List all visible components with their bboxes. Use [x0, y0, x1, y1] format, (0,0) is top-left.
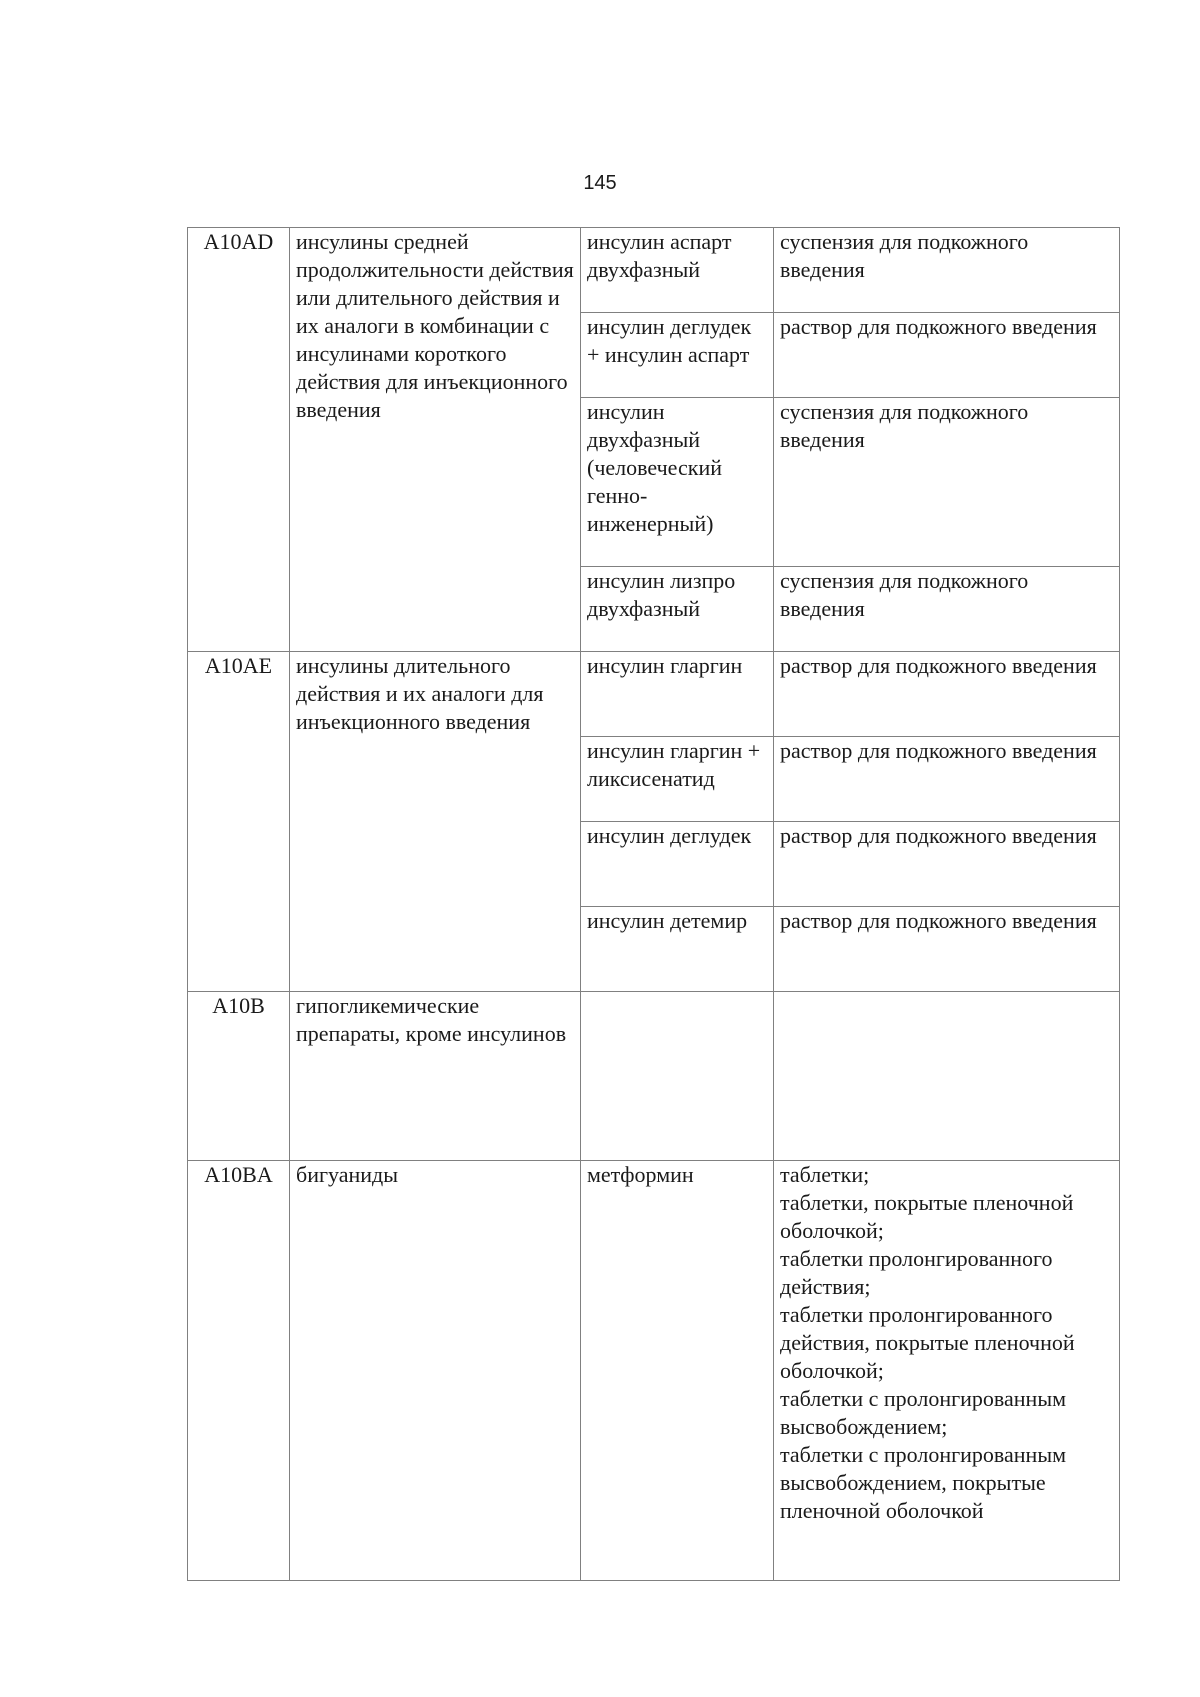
group-name-cell: инсулины средней продолжительности действия или длительного действия и их аналоги в комбинации с инсулинами короткого действия для инъекционного введения [290, 228, 581, 652]
drug-name-cell: инсулин лизпро двухфазный [581, 567, 774, 652]
page-number: 145 [583, 172, 617, 194]
atc-code-cell: A10AE [188, 652, 290, 992]
drug-name-cell: инсулин деглудек + инсулин аспарт [581, 313, 774, 398]
atc-code-cell: A10B [188, 992, 290, 1161]
drug-name-cell: инсулин деглудек [581, 822, 774, 907]
dosage-form-cell: суспензия для подкожного введения [774, 228, 1120, 313]
dosage-form-cell: раствор для подкожного введения [774, 652, 1120, 737]
drug-name-cell: инсулин детемир [581, 907, 774, 992]
dosage-form-cell: таблетки; таблетки, покрытые пленочной оболочкой; таблетки пролонгированного действия; таблетки пролонгированного действия, покрытые пленочной оболочкой; таблетки с пролонгированным высвобождением; таблетки с пролонгированным высвобождением, покрытые пленочной оболочкой [774, 1161, 1120, 1581]
dosage-form-cell: раствор для подкожного введения [774, 822, 1120, 907]
drug-name-cell: инсулин аспарт двухфазный [581, 228, 774, 313]
atc-code-cell: A10AD [188, 228, 290, 652]
dosage-form-cell: раствор для подкожного введения [774, 313, 1120, 398]
group-name-cell: гипогликемические препараты, кроме инсулинов [290, 992, 581, 1161]
table-row [188, 992, 1120, 1161]
atc-code-cell: A10BA [188, 1161, 290, 1581]
table-row [188, 1161, 1120, 1581]
drug-name-cell: инсулин гларгин + ликсисенатид [581, 737, 774, 822]
dosage-form-cell: суспензия для подкожного введения [774, 398, 1120, 567]
table-row [188, 228, 1120, 313]
drug-name-cell: метформин [581, 1161, 774, 1581]
dosage-form-cell: суспензия для подкожного введения [774, 567, 1120, 652]
drug-name-cell: инсулин двухфазный (человеческий генно- инженерный) [581, 398, 774, 567]
table-row [188, 652, 1120, 737]
group-name-cell: бигуаниды [290, 1161, 581, 1581]
group-name-cell: инсулины длительного действия и их аналоги для инъекционного введения [290, 652, 581, 992]
dosage-form-cell: раствор для подкожного введения [774, 907, 1120, 992]
drug-table [187, 227, 1120, 1581]
dosage-form-cell [774, 992, 1120, 1161]
drug-name-cell [581, 992, 774, 1161]
dosage-form-cell: раствор для подкожного введения [774, 737, 1120, 822]
drug-name-cell: инсулин гларгин [581, 652, 774, 737]
